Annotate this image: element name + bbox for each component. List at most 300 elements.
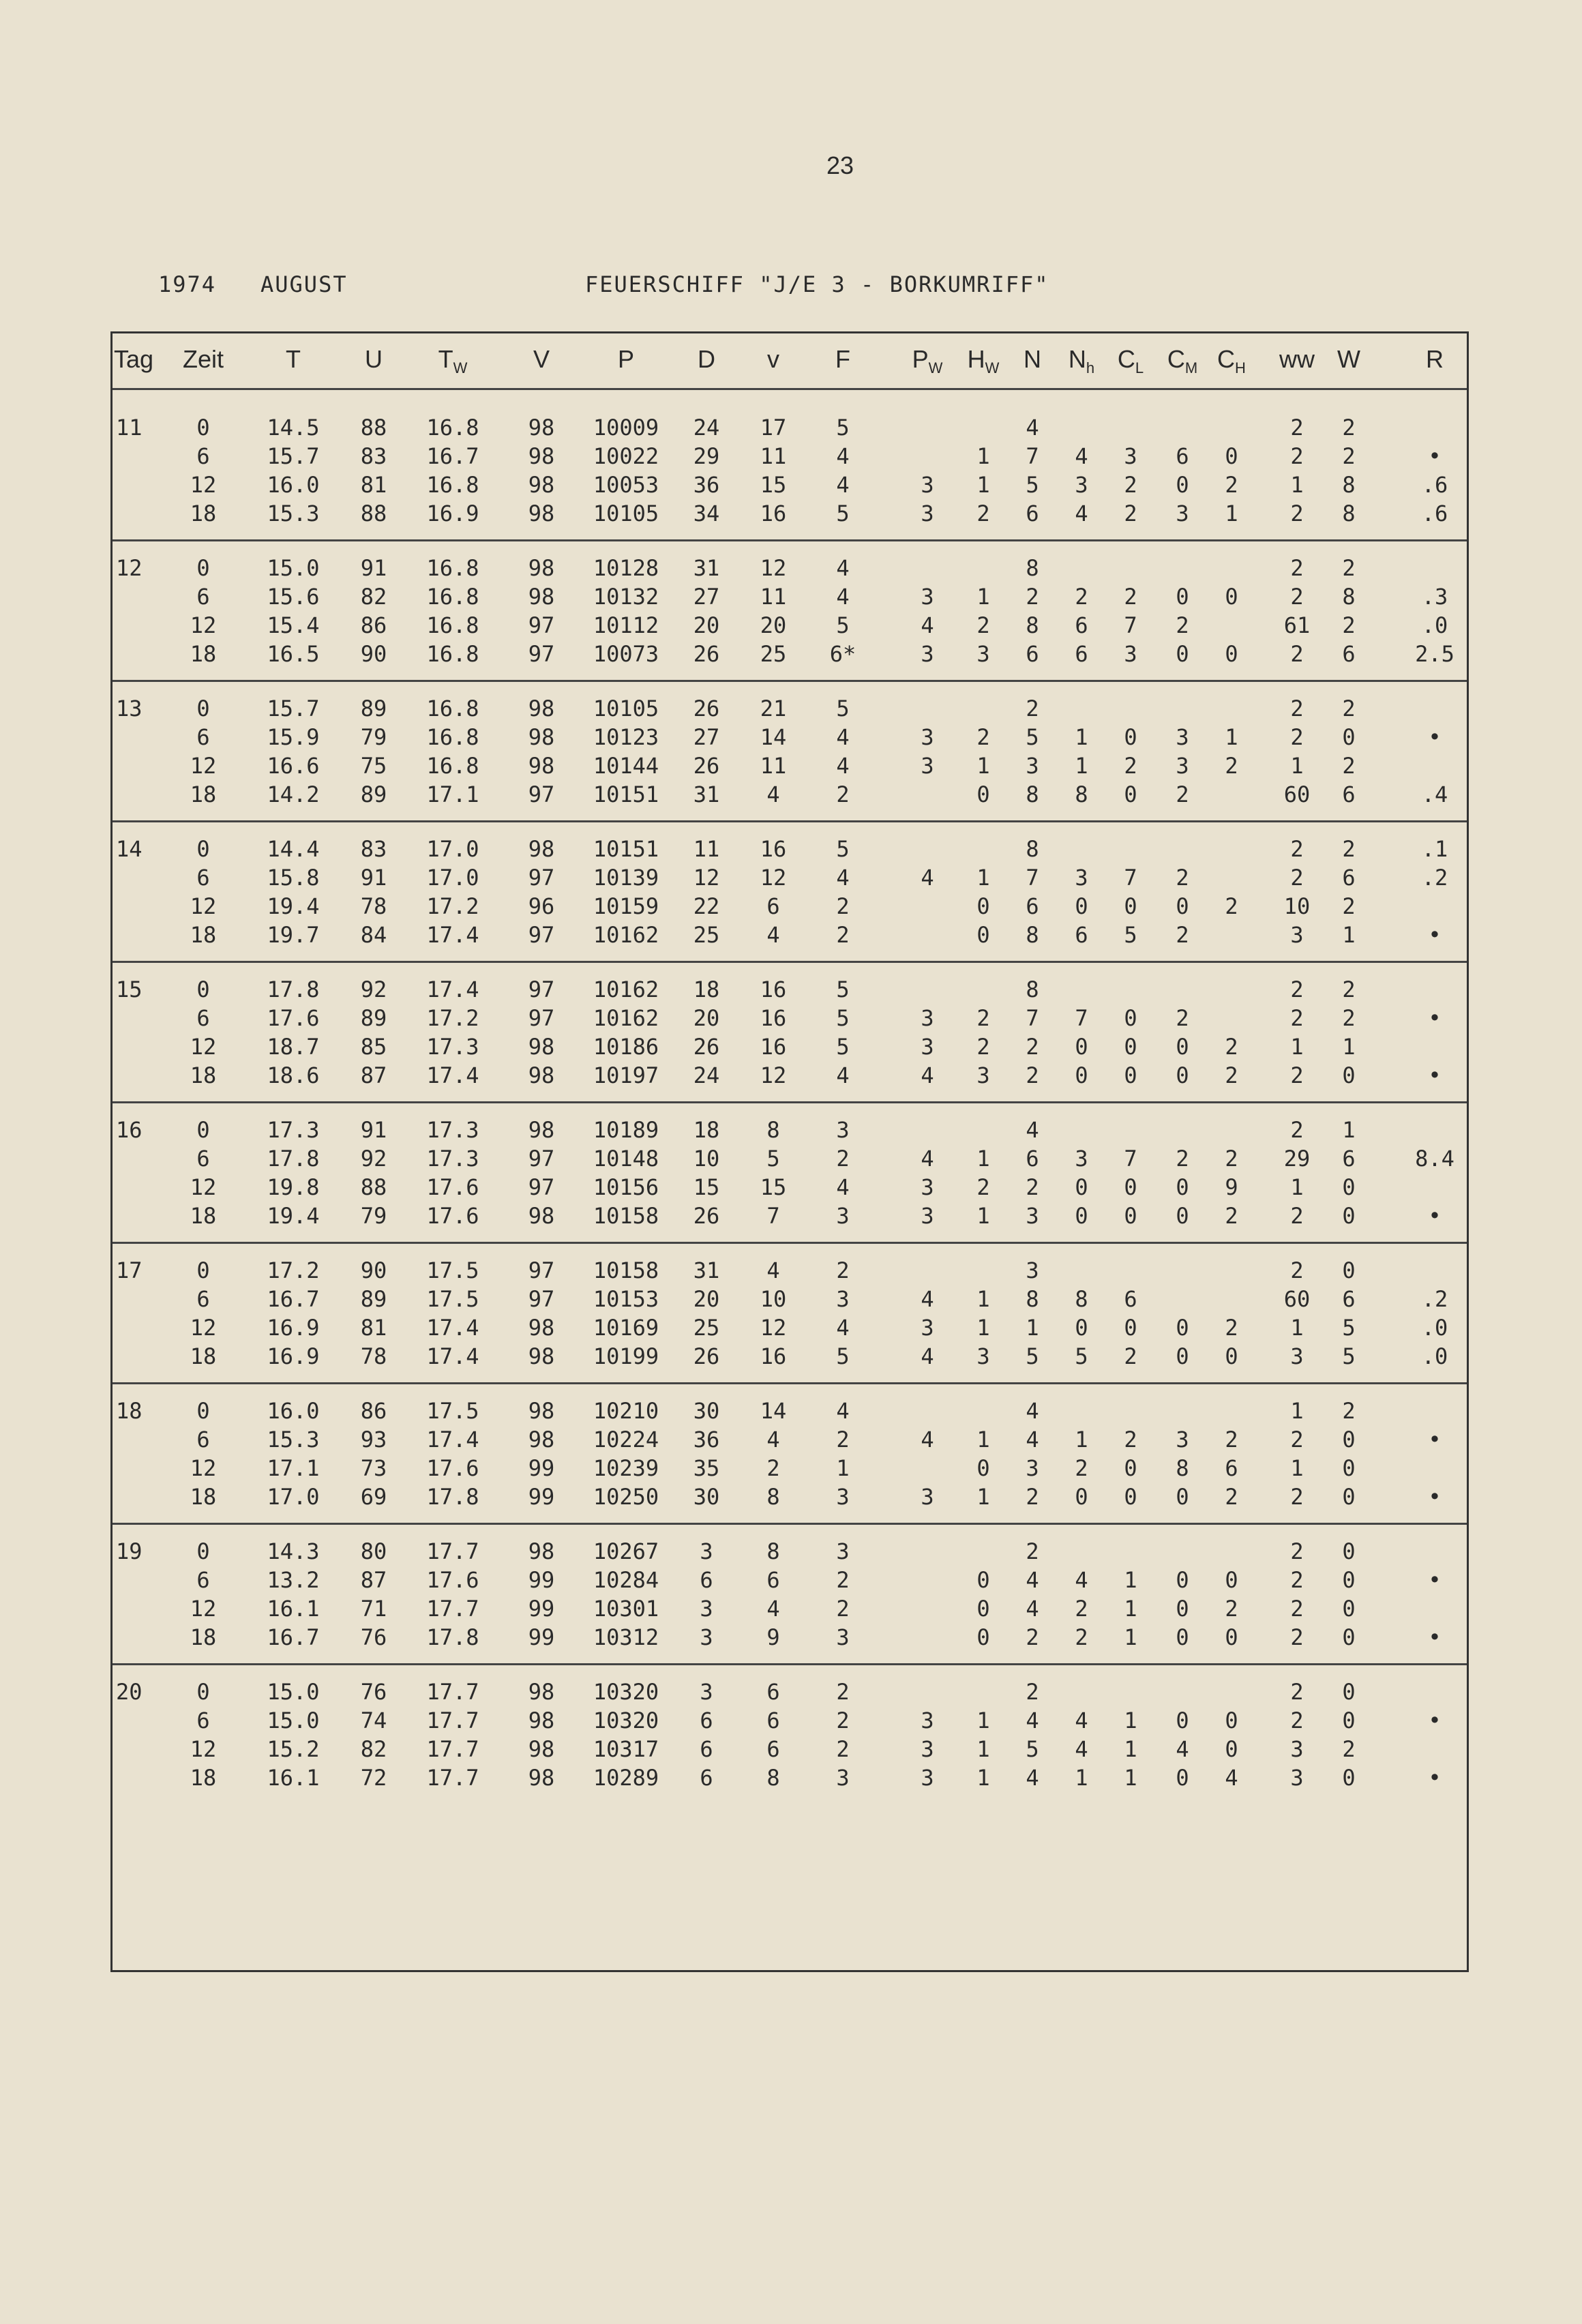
column-header-label: ww [1279,345,1315,373]
table-cell: 19.7 [267,922,320,948]
table-cell: 2 [1225,893,1238,919]
table-cell: 30 [693,1398,720,1424]
table-cell: 2 [1290,1567,1304,1593]
table-cell: 16.1 [267,1596,320,1622]
table-cell: 17.8 [426,1624,479,1650]
column-header-subscript: H [1235,359,1246,377]
table-cell: 2 [836,1567,850,1593]
table-cell: 7 [1124,1146,1137,1172]
table-cell: 8 [1026,1286,1039,1312]
table-cell: 17.0 [426,865,479,891]
table-cell: 97 [528,1146,555,1172]
table-cell: 20 [693,1005,720,1031]
table-cell: 0 [1176,472,1189,498]
table-cell: 3 [1026,1203,1039,1229]
table-cell: 5 [836,836,850,862]
table-cell: 2 [1290,977,1304,1002]
table-cell: 30 [693,1484,720,1510]
column-header-label: N [1024,345,1041,373]
table-cell: 5 [1026,1736,1039,1762]
table-cell: 2 [1124,501,1137,526]
table-cell: 0 [1342,1679,1356,1705]
table-cell: 2 [976,1174,990,1200]
table-cell: 78 [360,893,387,919]
table-cell: 1 [976,472,990,498]
table-cell: 10132 [593,584,659,610]
table-cell: 2 [1225,1146,1238,1172]
table-cell: 1 [1290,1455,1304,1481]
day-label: 13 [116,696,143,721]
table-cell: 0 [1124,1174,1137,1200]
table-cell: 17.4 [426,922,479,948]
table-cell: 3 [921,472,934,498]
table-cell: 97 [528,977,555,1002]
table-cell: 4 [836,555,850,581]
table-cell: 10289 [593,1765,659,1791]
table-cell: 16.8 [426,584,479,610]
table-cell: 27 [693,584,720,610]
table-cell: 1 [1225,724,1238,750]
table-cell: 0 [1176,1203,1189,1229]
table-cell: 15.2 [267,1736,320,1762]
table-cell: 2 [1290,584,1304,610]
column-header-r [1404,345,1465,374]
table-cell: 2 [1026,584,1039,610]
table-cell: 86 [360,612,387,638]
table-cell: 0 [1225,1708,1238,1733]
table-cell: 8 [1026,836,1039,862]
table-cell: 2 [1290,641,1304,667]
table-cell: 83 [360,836,387,862]
table-cell: 24 [693,415,720,441]
table-cell: 6 [196,1286,210,1312]
table-cell: 7 [1124,865,1137,891]
table-cell: 2 [1342,1736,1356,1762]
table-cell: 0 [1342,1538,1356,1564]
table-cell: 10 [760,1286,787,1312]
table-cell: 6 [1225,1455,1238,1481]
day-label: 14 [116,836,143,862]
table-cell: 3 [700,1596,713,1622]
table-cell: 15 [760,1174,787,1200]
table-cell: 3 [1075,1146,1088,1172]
table-cell: 4 [766,1257,780,1283]
table-cell: 2 [1075,1596,1088,1622]
table-cell: 98 [528,472,555,498]
table-cell: 17.3 [426,1117,479,1143]
table-cell: 10162 [593,977,659,1002]
table-cell: 98 [528,1765,555,1791]
table-cell: 2 [1290,865,1304,891]
group-separator [113,1663,1467,1665]
table-cell: 0 [196,836,210,862]
table-cell: • [1428,1484,1442,1510]
table-cell: • [1428,1765,1442,1791]
table-cell: 18 [190,1624,217,1650]
table-cell: 4 [836,1398,850,1424]
table-cell: 17.2 [267,1257,320,1283]
table-cell: 2 [1026,1484,1039,1510]
column-header-label: C [1167,345,1185,373]
table-cell: 18 [693,977,720,1002]
table-cell: 16.8 [426,753,479,779]
table-cell: 17.6 [426,1174,479,1200]
table-cell: 15.8 [267,865,320,891]
table-cell: 14.5 [267,415,320,441]
table-cell: 97 [528,781,555,807]
table-cell: 98 [528,1315,555,1341]
table-cell: 0 [1124,1203,1137,1229]
table-cell: 3 [1124,641,1137,667]
table-cell: 11 [760,584,787,610]
table-cell: 26 [693,753,720,779]
table-cell: 1 [1026,1315,1039,1341]
table-cell: 5 [836,1034,850,1060]
table-cell: 15.4 [267,612,320,638]
table-cell: 8 [1026,977,1039,1002]
table-cell: 3 [836,1484,850,1510]
table-cell: 91 [360,865,387,891]
table-cell: 0 [1124,1484,1137,1510]
table-cell: 88 [360,415,387,441]
day-label: 17 [116,1257,143,1283]
table-cell: 98 [528,836,555,862]
table-cell: 1 [1075,724,1088,750]
column-header-label: R [1426,345,1444,373]
table-cell: 17.7 [426,1596,479,1622]
table-cell: 7 [1026,865,1039,891]
column-header-label: H [967,345,985,373]
table-cell: 98 [528,1427,555,1452]
table-cell: 10210 [593,1398,659,1424]
table-cell: 16.0 [267,1398,320,1424]
table-cell: 69 [360,1484,387,1510]
table-cell: 97 [528,612,555,638]
table-cell: 4 [921,1062,934,1088]
table-cell: .4 [1421,781,1448,807]
table-cell: 17.6 [267,1005,320,1031]
table-cell: 2.5 [1415,641,1454,667]
table-cell: 79 [360,1203,387,1229]
table-cell: 2 [1225,1034,1238,1060]
table-cell: 14 [760,724,787,750]
table-cell: 0 [1342,1203,1356,1229]
table-cell: 2 [1290,724,1304,750]
table-cell: 98 [528,1343,555,1369]
table-cell: 6 [1026,1146,1039,1172]
table-cell: 10009 [593,415,659,441]
table-cell: 0 [1225,1624,1238,1650]
table-cell: 98 [528,1117,555,1143]
table-cell: 2 [1026,1174,1039,1200]
table-cell: 2 [1124,584,1137,610]
table-cell: 97 [528,1005,555,1031]
table-cell: 3 [836,1538,850,1564]
table-cell: 0 [1225,1343,1238,1369]
table-cell: 0 [196,1398,210,1424]
table-cell: 2 [1124,1427,1137,1452]
table-cell: 2 [976,1034,990,1060]
table-cell: 0 [1075,1062,1088,1088]
table-cell: 3 [1124,443,1137,469]
table-cell: 98 [528,1736,555,1762]
table-cell: 5 [836,977,850,1002]
table-cell: 10197 [593,1062,659,1088]
table-cell: 10151 [593,836,659,862]
table-cell: 99 [528,1596,555,1622]
table-cell: 3 [921,1736,934,1762]
table-cell: 5 [1075,1343,1088,1369]
table-cell: • [1428,1624,1442,1650]
table-cell: 10239 [593,1455,659,1481]
table-cell: 12 [760,865,787,891]
table-cell: .1 [1421,836,1448,862]
table-cell: 8 [1026,555,1039,581]
column-header-zeit [173,345,234,374]
table-cell: • [1428,724,1442,750]
group-separator [113,820,1467,822]
table-cell: 18.7 [267,1034,320,1060]
table-cell: 10112 [593,612,659,638]
table-cell: 0 [1124,1315,1137,1341]
table-cell: 10250 [593,1484,659,1510]
table-cell: 2 [836,1708,850,1733]
table-cell: 2 [1290,1117,1304,1143]
table-cell: 5 [1342,1343,1356,1369]
table-cell: 15.0 [267,555,320,581]
table-cell: 3 [921,1034,934,1060]
table-cell: 22 [693,893,720,919]
table-cell: 13.2 [267,1567,320,1593]
table-cell: 3 [921,1484,934,1510]
table-cell: 8 [1026,781,1039,807]
table-cell: .0 [1421,612,1448,638]
column-header-ch [1201,345,1262,377]
table-cell: 3 [921,1005,934,1031]
table-cell: 4 [1075,1567,1088,1593]
table-cell: 1 [1124,1624,1137,1650]
table-cell: 10128 [593,555,659,581]
table-cell: 2 [976,501,990,526]
table-cell: 7 [1124,612,1137,638]
table-cell: 6 [700,1736,713,1762]
table-cell: 1 [1124,1736,1137,1762]
table-cell: 12 [190,893,217,919]
table-cell: 3 [700,1624,713,1650]
table-cell: 6 [1176,443,1189,469]
column-header-label: W [1337,345,1360,373]
table-cell: 1 [976,1708,990,1733]
table-cell: 3 [921,501,934,526]
table-cell: 6* [829,641,856,667]
table-cell: 6 [1342,865,1356,891]
column-header-label: C [1117,345,1135,373]
day-label: 19 [116,1538,143,1564]
table-cell: 4 [836,472,850,498]
table-cell: 1 [976,1286,990,1312]
table-cell: 0 [1176,1624,1189,1650]
table-cell: 1 [976,1484,990,1510]
table-cell: 0 [976,922,990,948]
table-cell: 0 [1176,1567,1189,1593]
table-cell: 0 [1176,1596,1189,1622]
table-cell: 5 [836,696,850,721]
table-cell: 4 [1225,1765,1238,1791]
column-header-tw [422,345,483,377]
table-cell: 6 [766,1736,780,1762]
table-cell: 1 [976,865,990,891]
table-cell: 0 [1124,724,1137,750]
table-cell: 8 [1342,472,1356,498]
table-cell: 3 [921,1203,934,1229]
table-cell: 16.8 [426,696,479,721]
table-cell: 2 [1290,555,1304,581]
table-cell: 6 [1342,641,1356,667]
table-cell: 15.0 [267,1708,320,1733]
table-cell: 7 [1026,443,1039,469]
column-header-subscript: M [1184,359,1198,377]
table-cell: 6 [196,443,210,469]
table-cell: 2 [1124,472,1137,498]
table-cell: 4 [836,865,850,891]
table-cell: 83 [360,443,387,469]
table-cell: 3 [1026,1455,1039,1481]
table-cell: 17.8 [426,1484,479,1510]
table-cell: 2 [1124,1343,1137,1369]
table-cell: • [1428,1203,1442,1229]
table-cell: 6 [1075,922,1088,948]
table-cell: 12 [190,1596,217,1622]
table-cell: 10156 [593,1174,659,1200]
table-cell: 2 [1225,1062,1238,1088]
table-cell: 0 [1225,641,1238,667]
table-cell: 0 [1342,1484,1356,1510]
table-cell: 6 [196,1005,210,1031]
table-cell: 2 [836,1736,850,1762]
table-cell: 4 [836,584,850,610]
table-cell: 2 [1290,1062,1304,1088]
table-cell: 0 [1176,584,1189,610]
column-header-pw [897,345,958,377]
table-cell: 88 [360,1174,387,1200]
table-cell: 3 [976,1343,990,1369]
column-header-label: Zeit [182,345,224,373]
table-cell: 3 [921,1174,934,1200]
table-cell: 17.4 [426,1062,479,1088]
table-cell: 76 [360,1624,387,1650]
group-separator [113,1523,1467,1525]
column-header-label: Tag [113,345,154,373]
table-cell: 2 [1342,415,1356,441]
table-cell: 60 [1283,1286,1311,1312]
table-cell: 1 [1075,753,1088,779]
table-cell: 2 [1290,836,1304,862]
table-cell: 2 [1225,753,1238,779]
table-cell: 80 [360,1538,387,1564]
table-cell: 16.8 [426,724,479,750]
table-cell: 10022 [593,443,659,469]
table-cell: 4 [921,1343,934,1369]
column-header-subscript: W [985,359,1000,377]
table-cell: 0 [1124,781,1137,807]
table-cell: 2 [1176,781,1189,807]
table-cell: 2 [1075,1455,1088,1481]
table-cell: 16 [760,977,787,1002]
table-cell: 27 [693,724,720,750]
table-cell: 0 [1342,1427,1356,1452]
table-cell: 25 [693,922,720,948]
column-header-label: D [698,345,715,373]
table-cell: 8 [1075,1286,1088,1312]
table-cell: 2 [1290,1257,1304,1283]
table-cell: 16.5 [267,641,320,667]
table-cell: 31 [693,781,720,807]
table-cell: 0 [1176,1315,1189,1341]
table-cell: 76 [360,1679,387,1705]
table-cell: 98 [528,1062,555,1088]
table-cell: 0 [1225,1567,1238,1593]
table-cell: 2 [1026,1062,1039,1088]
header-station: FEUERSCHIFF "J/E 3 - BORKUMRIFF" [585,271,1049,297]
table-cell: 18 [190,922,217,948]
table-cell: 2 [1342,612,1356,638]
table-cell: 18 [190,1062,217,1088]
table-cell: 2 [1124,753,1137,779]
table-cell: 16 [760,836,787,862]
table-cell: 2 [976,612,990,638]
column-header-subscript: L [1135,359,1144,377]
table-cell: 0 [976,1624,990,1650]
table-cell: 14.2 [267,781,320,807]
table-cell: 75 [360,753,387,779]
table-cell: 17.1 [267,1455,320,1481]
table-cell: 81 [360,1315,387,1341]
table-cell: 16.8 [426,415,479,441]
table-cell: 8 [1342,584,1356,610]
table-cell: 0 [1342,1624,1356,1650]
table-cell: 3 [1075,865,1088,891]
table-cell: 3 [836,1203,850,1229]
table-cell: 6 [700,1567,713,1593]
table-cell: 1 [976,1765,990,1791]
table-cell: 10105 [593,696,659,721]
column-header-subscript: W [453,359,468,377]
table-cell: 10267 [593,1538,659,1564]
table-cell: 10 [693,1146,720,1172]
table-cell: 17.6 [426,1203,479,1229]
table-cell: 0 [1342,1596,1356,1622]
table-cell: 12 [190,1736,217,1762]
table-cell: 0 [1075,1484,1088,1510]
table-cell: 0 [1124,1455,1137,1481]
table-cell: 0 [196,555,210,581]
table-cell: 2 [836,1427,850,1452]
table-cell: 0 [1176,1034,1189,1060]
header-month: AUGUST [260,271,348,297]
table-cell: 0 [1342,1257,1356,1283]
table-cell: 26 [693,1343,720,1369]
table-cell: 12 [190,1315,217,1341]
table-cell: 18 [693,1117,720,1143]
table-cell: 2 [1075,1624,1088,1650]
table-cell: 97 [528,1286,555,1312]
table-cell: 3 [976,641,990,667]
table-cell: 89 [360,1005,387,1031]
table-cell: 2 [1225,1315,1238,1341]
table-cell: 98 [528,584,555,610]
table-cell: 4 [836,1062,850,1088]
table-cell: 3 [1176,1427,1189,1452]
